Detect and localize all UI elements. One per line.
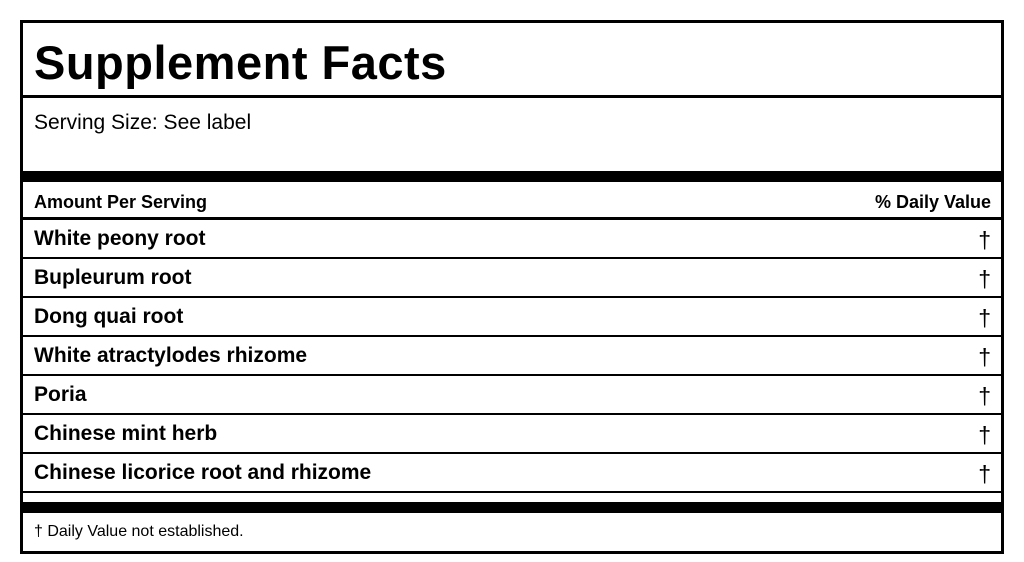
ingredient-name: Dong quai root xyxy=(34,305,184,328)
ingredient-row xyxy=(23,298,1001,337)
title-section xyxy=(23,23,1001,98)
daily-value-dagger: † xyxy=(978,266,991,292)
serving-size-section xyxy=(23,98,1001,171)
serving-size-text: Serving Size: See label xyxy=(34,111,252,134)
ingredient-row xyxy=(23,259,1001,298)
daily-value-dagger: † xyxy=(978,422,991,448)
ingredient-row xyxy=(23,454,1001,493)
daily-value-dagger: † xyxy=(978,461,991,487)
daily-value-dagger: † xyxy=(978,227,991,253)
ingredient-name: Poria xyxy=(34,383,87,406)
ingredient-name: Bupleurum root xyxy=(34,266,192,289)
ingredient-row xyxy=(23,220,1001,259)
footnote-section xyxy=(23,513,1001,551)
ingredient-name: Chinese licorice root and rhizome xyxy=(34,461,372,484)
ingredient-name: White peony root xyxy=(34,227,206,250)
ingredient-row xyxy=(23,376,1001,415)
ingredient-row xyxy=(23,337,1001,376)
daily-value-dagger: † xyxy=(978,344,991,370)
daily-value-dagger: † xyxy=(978,383,991,409)
daily-value-dagger: † xyxy=(978,305,991,331)
amount-per-serving-header: Amount Per Serving xyxy=(34,192,208,212)
thick-divider-top xyxy=(23,171,1001,182)
ingredient-name: Chinese mint herb xyxy=(34,422,218,445)
supplement-facts-panel xyxy=(20,20,1004,554)
footnote-text: † Daily Value not established. xyxy=(34,523,244,540)
thick-divider-bottom xyxy=(23,502,1001,513)
daily-value-header: % Daily Value xyxy=(874,192,991,212)
panel-title: Supplement Facts xyxy=(34,36,447,89)
column-header-row xyxy=(23,182,1001,220)
ingredient-name: White atractylodes rhizome xyxy=(34,344,308,367)
ingredient-row xyxy=(23,415,1001,454)
ingredient-list xyxy=(23,220,1001,493)
